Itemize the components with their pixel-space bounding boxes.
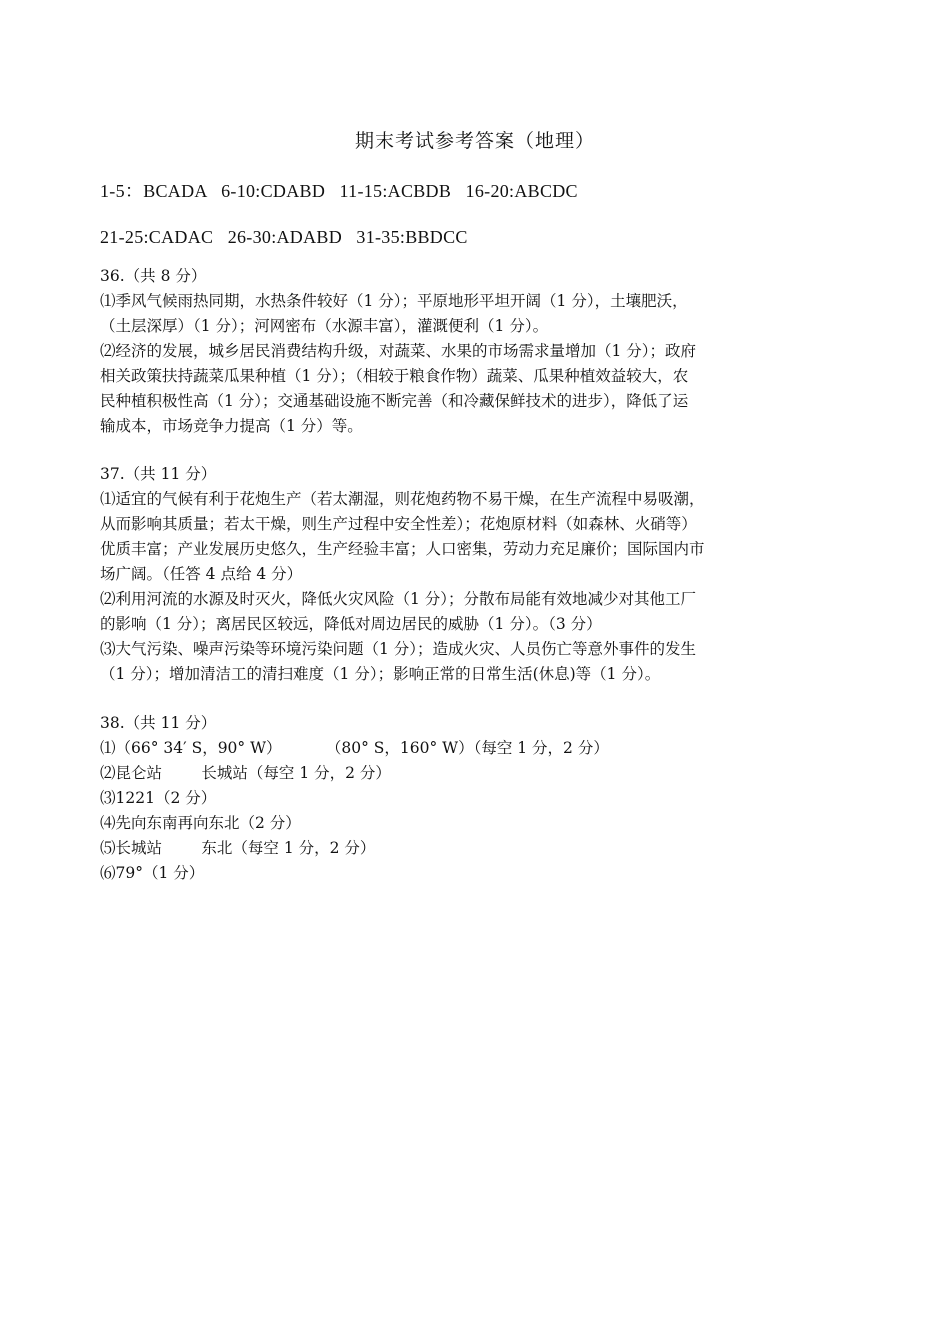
question-37-line: 优质丰富；产业发展历史悠久，生产经验丰富；人口密集，劳动力充足廉价；国际国内市 xyxy=(100,540,705,558)
question-37-line: 场广阔。（任答 4 点给 4 分） xyxy=(100,565,303,583)
question-38-line: ⑹79°（1 分） xyxy=(100,864,205,882)
choice-key-line-2: 21-25:CADAC 26-30:ADABD 31-35:BBDCC xyxy=(100,227,468,247)
page-title: 期末考试参考答案（地理） xyxy=(354,130,595,152)
question-37-line: ⑶大气污染、噪声污染等环境污染问题（1 分）；造成火灾、人员伤亡等意外事件的发生 xyxy=(100,640,697,658)
question-36-line: ⑵经济的发展，城乡居民消费结构升级，对蔬菜、水果的市场需求量增加（1 分）；政府 xyxy=(100,342,697,360)
question-36-line: （土层深厚）（1 分）；河网密布（水源丰富），灌溉便利（1 分）。 xyxy=(100,317,549,335)
question-36-line: 相关政策扶持蔬菜瓜果种植（1 分）；（相较于粮食作物）蔬菜、瓜果种植效益较大，农 xyxy=(100,367,689,385)
question-38-line: ⑴（66° 34′ S，90° W） （80° S，160° W）（每空 1 分，2 分） xyxy=(100,739,609,757)
question-37-line: （1 分）；增加清洁工的清扫难度（1 分）；影响正常的日常生活(休息)等（1 分）。 xyxy=(100,665,661,683)
question-37-line: 的影响（1 分）；离居民区较远，降低对周边居民的威胁（1 分）。（3 分） xyxy=(100,615,602,633)
question-38-line: ⑸长城站 东北（每空 1 分，2 分） xyxy=(100,839,376,857)
question-37-line: ⑴适宜的气候有利于花炮生产（若太潮湿，则花炮药物不易干燥，在生产流程中易吸潮， xyxy=(100,490,705,508)
question-38-block xyxy=(100,711,860,886)
question-37-header: 37.（共 11 分） xyxy=(100,465,217,483)
question-38-line: ⑵昆仑站 长城站（每空 1 分，2 分） xyxy=(100,764,391,782)
question-36-line: ⑴季风气候雨热同期，水热条件较好（1 分）；平原地形平坦开阔（1 分），土壤肥沃， xyxy=(100,292,688,310)
question-37-line: 从而影响其质量；若太干燥，则生产过程中安全性差）；花炮原材料（如森林、火硝等） xyxy=(100,515,697,533)
question-38-line: ⑶1221（2 分） xyxy=(100,789,217,807)
question-38-line: ⑷先向东南再向东北（2 分） xyxy=(100,814,301,832)
question-36-header: 36.（共 8 分） xyxy=(100,267,207,285)
question-36-line: 输成本，市场竞争力提高（1 分）等。 xyxy=(100,417,363,435)
question-36-line: 民种植积极性高（1 分）；交通基础设施不断完善（和冷藏保鲜技术的进步），降低了运 xyxy=(100,392,689,410)
question-37-line: ⑵利用河流的水源及时灭火，降低火灾风险（1 分）；分散布局能有效地减少对其他工厂 xyxy=(100,590,697,608)
question-37-block xyxy=(100,462,860,687)
question-36-block xyxy=(100,264,860,439)
choice-key-line-1: 1-5：BCADA 6-10:CDABD 11-15:ACBDB 16-20:ABCDC xyxy=(100,181,578,201)
question-38-header: 38.（共 11 分） xyxy=(100,714,217,732)
